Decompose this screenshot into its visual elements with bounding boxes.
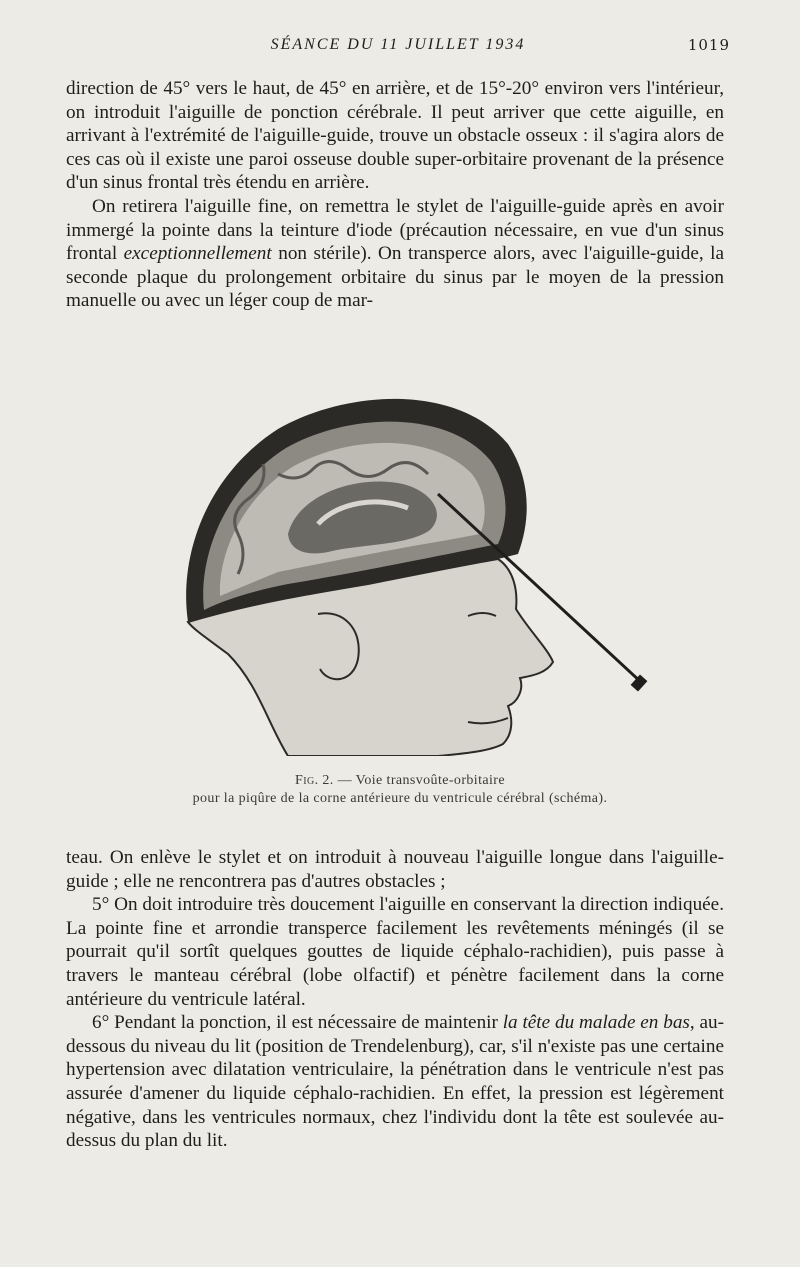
caption-line-2: pour la piqûre de la corne antérieure du ventricule cérébral (schéma).: [192, 791, 608, 806]
text-block-top: [66, 77, 724, 313]
paragraph-5-text-a: 6° Pendant la ponction, il est nécessaire de maintenir: [92, 1012, 503, 1034]
paragraph-4: 5° On doit introduire très doucement l'aiguille en conservant la direction indiquée. La pointe fine et arrondie transperce facilement les revêtements méningés (il se pourrait qu'il sortît quelques gouttes de liquide céphalo-rachidien), puis passe à travers le manteau cérébral (lobe olfactif) et pénètre facilement dans la corne antérieure du ventricule latéral.: [66, 894, 724, 1010]
text-block-bottom: [66, 846, 724, 1153]
paragraph-3: teau. On enlève le stylet et on introduit à nouveau l'aiguille longue dans l'aiguille-guide ; elle ne rencontrera pas d'autres obstacles ;: [66, 847, 724, 892]
paragraph-2: [66, 195, 724, 313]
caption-line-1: [66, 772, 734, 790]
running-title: SÉANCE DU 11 JUILLET 1934: [270, 36, 526, 53]
page-number: 1019: [687, 36, 730, 54]
paragraph-5-emphasis: la tête du malade en bas: [502, 1012, 690, 1034]
paragraph-5-text-b: , au-dessous du niveau du lit (position de Trendelenburg), car, s'il n'existe pas une certaine hypertension avec dilatation ventriculaire, la pénétration dans le ventricule n'est pas assurée d'amener du liquide céphalo-rachidien. En effet, la pression est légèrement négative, dans les ventricules normaux, chez l'individu dont la tête est soulevée au-dessus du plan du lit.: [66, 1012, 725, 1152]
paragraph-2-text-b: non stérile). On transperce alors, avec l'aiguille-guide, la seconde plaque du prolongement orbitaire du sinus par le moyen de la pression manuelle ou avec un léger coup de mar-: [66, 243, 724, 312]
caption-text-1: — Voie transvoûte-orbitaire: [333, 773, 505, 788]
figure-label: Fig. 2.: [295, 773, 334, 788]
paragraph-1: direction de 45° vers le haut, de 45° en arrière, et de 15°-20° environ vers l'intérieur, on introduit l'aiguille de ponction cérébrale. Il peut arriver que cette aiguille, en arrivant à l'extrémité de l'aiguille-guide, trouve un obstacle osseux : il s'agira alors de ces cas où il existe une paroi osseuse double super-orbitaire provenant de la présence d'un sinus frontal très étendu en arrière.: [66, 78, 724, 194]
head-section-illustration: [168, 384, 660, 756]
paragraph-5: [66, 1011, 724, 1153]
paragraph-2-emphasis: exceptionnellement: [123, 243, 272, 265]
figure-caption: [66, 772, 734, 808]
running-header: [66, 36, 730, 58]
paragraph-2-text-a: On retirera l'aiguille fine, on remettra le stylet de l'aiguille-guide après en avoir immergé la pointe dans la teinture d'iode (précaution nécessaire, en vue d'un sinus frontal: [66, 195, 724, 265]
